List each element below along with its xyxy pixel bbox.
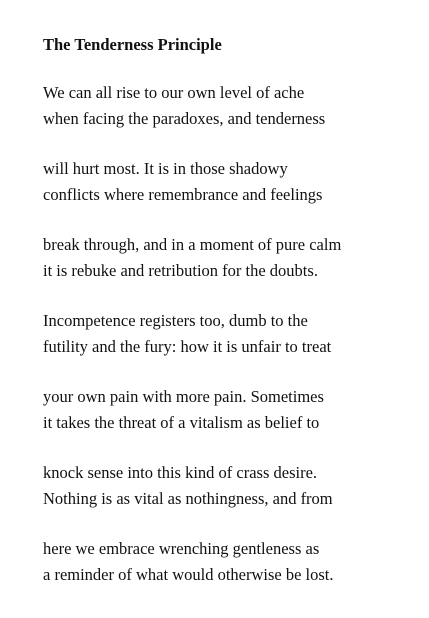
poem-line: here we embrace wrenching gentleness as (43, 539, 320, 558)
poem-title: The Tenderness Principle (43, 35, 222, 54)
poem-line: your own pain with more pain. Sometimes (43, 387, 324, 406)
poem-line: break through, and in a moment of pure calm (43, 235, 342, 254)
stanza-3 (43, 232, 423, 283)
poem-line: it takes the threat of a vitalism as belief to (43, 412, 320, 432)
poem-page (43, 34, 423, 612)
poem-line: when facing the paradoxes, and tenderness (43, 108, 326, 128)
poem-line: it is rebuke and retribution for the doubts. (43, 260, 318, 280)
stanza-7 (43, 536, 423, 587)
poem-line: will hurt most. It is in those shadowy (43, 159, 288, 178)
stanza-2 (43, 156, 423, 207)
stanza-1 (43, 80, 423, 131)
poem-line: We can all rise to our own level of ache (43, 83, 305, 102)
poem-line: a reminder of what would otherwise be lost. (43, 564, 334, 584)
poem-line: Nothing is as vital as nothingness, and from (43, 488, 333, 508)
poem-line: conflicts where remembrance and feelings (43, 184, 323, 204)
poem-line: Incompetence registers too, dumb to the (43, 311, 308, 330)
poem-line: knock sense into this kind of crass desire. (43, 463, 318, 482)
stanza-5 (43, 384, 423, 435)
stanza-4 (43, 308, 423, 359)
poem-line: futility and the fury: how it is unfair to treat (43, 336, 332, 356)
stanza-6 (43, 460, 423, 511)
